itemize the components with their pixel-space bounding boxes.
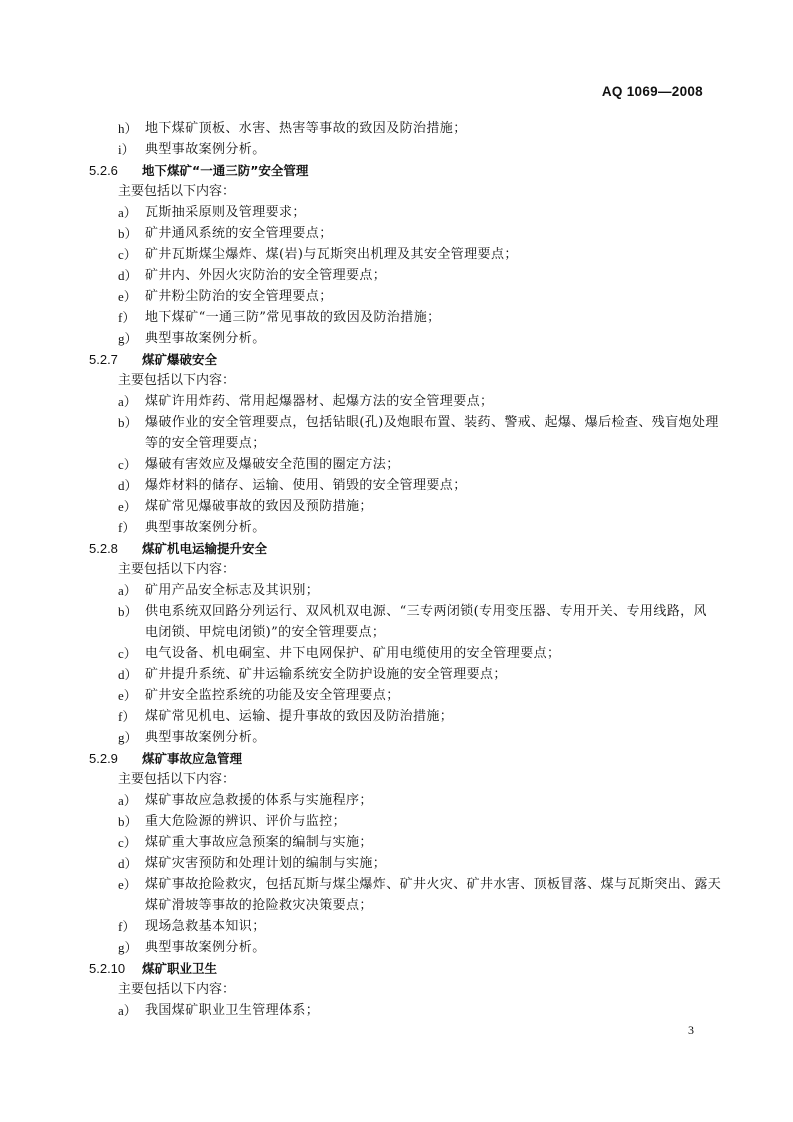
list-item-text: 矿井内、外因火灾防治的安全管理要点； — [145, 268, 387, 283]
list-item-label: h） — [118, 121, 138, 136]
list-item-label: g） — [118, 730, 138, 745]
list-item-label: c） — [118, 646, 137, 661]
section-number: 5.2.7 — [89, 352, 118, 367]
list-item — [89, 412, 719, 433]
section-number: 5.2.8 — [89, 541, 118, 556]
list-item-text: 电气设备、机电硐室、井下电网保护、矿用电缆使用的安全管理要点； — [145, 646, 561, 661]
list-item-label: g） — [118, 331, 138, 346]
list-item-label: g） — [118, 940, 138, 955]
list-item-label: c） — [118, 247, 137, 262]
list-item — [89, 790, 704, 811]
section-number: 5.2.10 — [89, 961, 126, 976]
list-item-text: 矿井安全监控系统的功能及安全管理要点； — [145, 688, 400, 703]
list-item-text: 爆破作业的安全管理要点，包括钻眼(孔)及炮眼布置、装药、警戒、起爆、爆后检查、残盲炮处理 — [145, 415, 719, 430]
section-title: 煤矿机电运输提升安全 — [142, 541, 268, 556]
list-item-text: 矿井瓦斯煤尘爆炸、煤(岩)与瓦斯突出机理及其安全管理要点； — [145, 247, 518, 262]
section-title: 地下煤矿“一通三防”安全管理 — [142, 163, 309, 178]
list-item-label: b） — [118, 415, 138, 430]
section-intro: 主要包括以下内容： — [118, 562, 236, 577]
list-item-continuation — [89, 895, 704, 916]
list-item-label: d） — [118, 667, 138, 682]
list-item — [89, 937, 704, 958]
list-item-label: a） — [118, 1003, 137, 1018]
list-item — [89, 643, 704, 664]
list-item-text: 典型事故案例分析。 — [145, 331, 266, 346]
list-item-continuation-text: 等的安全管理要点； — [145, 436, 266, 451]
list-item — [89, 874, 722, 895]
section-heading — [89, 748, 704, 769]
list-item-text: 矿井提升系统、矿井运输系统安全防护设施的安全管理要点； — [145, 667, 507, 682]
list-item-continuation-text: 煤矿滑坡等事故的抢险救灾决策要点； — [145, 898, 373, 913]
list-item-text: 煤矿常见机电、运输、提升事故的致因及防治措施； — [145, 709, 454, 724]
list-item-label: c） — [118, 835, 137, 850]
list-item-label: d） — [118, 478, 138, 493]
list-item — [89, 475, 704, 496]
list-item-text: 典型事故案例分析。 — [145, 940, 266, 955]
list-item — [89, 685, 704, 706]
list-item-text: 爆破有害效应及爆破安全范围的圈定方法； — [145, 457, 400, 472]
section-intro: 主要包括以下内容： — [118, 982, 236, 997]
list-item-text: 地下煤矿顶板、水害、热害等事故的致因及防治措施； — [145, 121, 467, 136]
list-item-text: 地下煤矿“一通三防”常见事故的致因及防治措施； — [145, 310, 441, 325]
list-item-continuation — [89, 433, 704, 454]
page-number: 3 — [688, 1023, 694, 1037]
section-title: 煤矿事故应急管理 — [142, 751, 243, 766]
list-item-label: e） — [118, 688, 137, 703]
list-item — [89, 517, 704, 538]
list-item-label: d） — [118, 268, 138, 283]
list-item-text: 瓦斯抽采原则及管理要求； — [145, 205, 306, 220]
list-item-label: a） — [118, 394, 137, 409]
section-intro: 主要包括以下内容： — [118, 184, 236, 199]
list-item — [89, 496, 704, 517]
list-item-label: e） — [118, 289, 137, 304]
list-item-label: e） — [118, 499, 137, 514]
section-intro: 主要包括以下内容： — [118, 772, 236, 787]
section-title: 煤矿爆破安全 — [142, 352, 218, 367]
list-item-text: 供电系统双回路分列运行、双风机双电源、“三专两闭锁(专用变压器、专用开关、专用线路，风 — [145, 604, 707, 619]
section-number: 5.2.6 — [89, 163, 118, 178]
list-item — [89, 454, 704, 475]
list-item-label: d） — [118, 856, 138, 871]
list-item — [89, 265, 704, 286]
list-item — [89, 139, 704, 160]
list-item — [89, 853, 704, 874]
list-item — [89, 727, 704, 748]
section-heading — [89, 958, 704, 979]
standard-code: AQ 1069—2008 — [601, 84, 703, 99]
list-item-text: 煤矿常见爆破事故的致因及预防措施； — [145, 499, 373, 514]
list-item-text: 煤矿事故应急救援的体系与实施程序； — [145, 793, 373, 808]
list-item — [89, 706, 704, 727]
list-item-text: 爆炸材料的储存、运输、使用、销毁的安全管理要点； — [145, 478, 467, 493]
list-item-label: f） — [118, 310, 136, 325]
list-item-continuation-text: 电闭锁、甲烷电闭锁)”的安全管理要点； — [145, 625, 386, 640]
list-item — [89, 1000, 704, 1021]
list-item — [89, 202, 704, 223]
list-item — [89, 244, 704, 265]
list-item-text: 典型事故案例分析。 — [145, 142, 266, 157]
section-heading — [89, 349, 704, 370]
list-item-text: 煤矿重大事故应急预案的编制与实施； — [145, 835, 373, 850]
document-body — [89, 118, 722, 1021]
list-item — [89, 832, 704, 853]
list-item-label: a） — [118, 793, 137, 808]
list-item-label: f） — [118, 919, 136, 934]
list-item-label: b） — [118, 226, 138, 241]
list-item — [89, 118, 704, 139]
section-heading — [89, 160, 704, 181]
list-item — [89, 664, 704, 685]
list-item-text: 矿井通风系统的安全管理要点； — [145, 226, 333, 241]
list-item — [89, 811, 704, 832]
list-item-text: 我国煤矿职业卫生管理体系； — [145, 1003, 320, 1018]
list-item-text: 典型事故案例分析。 — [145, 730, 266, 745]
list-item — [89, 601, 707, 622]
section-number: 5.2.9 — [89, 751, 118, 766]
list-item-continuation — [89, 622, 704, 643]
list-item-label: f） — [118, 520, 136, 535]
list-item-text: 煤矿许用炸药、常用起爆器材、起爆方法的安全管理要点； — [145, 394, 494, 409]
list-item-text: 煤矿灾害预防和处理计划的编制与实施； — [145, 856, 387, 871]
list-item — [89, 307, 704, 328]
list-item-text: 矿井粉尘防治的安全管理要点； — [145, 289, 333, 304]
list-item-label: b） — [118, 814, 138, 829]
list-item-text: 煤矿事故抢险救灾，包括瓦斯与煤尘爆炸、矿井火灾、矿井水害、顶板冒落、煤与瓦斯突出、露天 — [145, 877, 722, 892]
list-item-label: e） — [118, 877, 137, 892]
list-item-label: i） — [118, 142, 135, 157]
list-item-text: 矿用产品安全标志及其识别； — [145, 583, 320, 598]
list-item — [89, 580, 704, 601]
list-item-label: b） — [118, 604, 138, 619]
list-item-label: a） — [118, 205, 137, 220]
list-item-text: 现场急救基本知识； — [145, 919, 266, 934]
list-item — [89, 286, 704, 307]
list-item-label: f） — [118, 709, 136, 724]
list-item-label: a） — [118, 583, 137, 598]
section-heading — [89, 538, 704, 559]
section-title: 煤矿职业卫生 — [142, 961, 218, 976]
list-item-text: 重大危险源的辨识、评价与监控； — [145, 814, 347, 829]
list-item — [89, 391, 704, 412]
list-item-label: c） — [118, 457, 137, 472]
list-item — [89, 328, 704, 349]
list-item — [89, 916, 704, 937]
section-intro: 主要包括以下内容： — [118, 373, 236, 388]
list-item — [89, 223, 704, 244]
list-item-text: 典型事故案例分析。 — [145, 520, 266, 535]
